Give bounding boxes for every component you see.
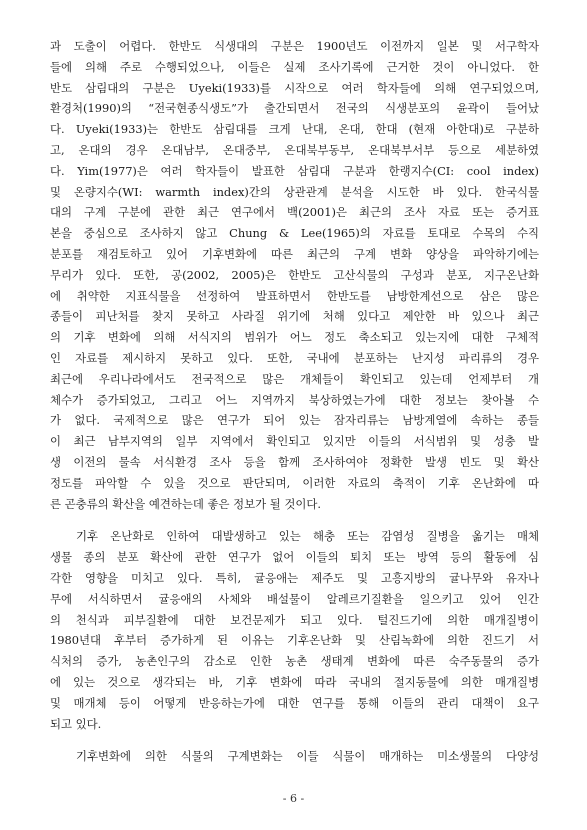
paragraph-gap	[50, 734, 539, 746]
text-line: 정도를 파악할 수 있을 것으로 판단되며, 이러한 자료의 축적이 기후 온난화에 따	[50, 475, 539, 490]
text-line: 가 없다. 국제적으로 많은 연구가 되어 있는 잠자리류는 남방계열에 속하는 종들	[50, 413, 539, 428]
paragraph	[50, 746, 539, 767]
paragraph-gap	[50, 514, 539, 526]
text-line: 고, 온대의 경우 온대남부, 온대중부, 온대북부동부, 온대북부서부 등으로 세분하였	[50, 142, 539, 157]
text-line: 1980년대 후부터 증가하게 된 이유는 기후온난화 및 산림녹화에 의한 진드기 서	[50, 633, 539, 648]
text-line: 생 이전의 물속 서식환경 조사 등을 함께 조사하여야 정확한 발생 빈도 및 확산	[50, 454, 539, 469]
text-line: 대의 구계 구분에 관한 최근 연구에서 백(2001)은 최근의 조사 자료 또는 증거표	[50, 205, 539, 220]
page-number: - 6 -	[282, 792, 305, 805]
text-line: 되고 있다.	[50, 716, 102, 731]
text-line: 의 기후 변화에 의해 서식지의 범위가 어느 정도 축소되고 있는지에 대한 구체적	[50, 330, 539, 345]
text-line: 환경처(1990)의 “전국현종식생도”가 출간되면서 전국의 식생분포의 윤곽이 들어났	[50, 101, 539, 116]
text-line: 의 천식과 피부질환에 대한 보건문제가 되고 있다. 털진드기에 의한 매개질병이	[50, 612, 539, 627]
text-line: 무에 서식하면서 귤응애의 사체와 배설물이 알레르기질환을 일으키고 있어 인간	[50, 591, 539, 606]
text-line: 각한 영향을 미치고 있다. 특히, 귤응애는 제주도 및 고흥지방의 귤나무와 유자나	[50, 570, 539, 585]
text-line: 다. Yim(1977)은 여러 학자들이 발표한 삼림대 구분과 한랭지수(CI: cool index)	[50, 163, 539, 178]
body-text	[50, 36, 539, 767]
text-line: 무리가 있다. 또한, 공(2002, 2005)은 한반도 고산식물의 구성과 분포, 지구온난화	[50, 267, 539, 282]
text-line: 생물 종의 분포 확산에 관한 연구가 없어 이들의 퇴치 또는 방역 등의 활동에 심	[50, 550, 539, 565]
text-line: 및 온량지수(WI: warmth index)간의 상관관계 분석을 시도한 바 있다. 한국식물	[50, 184, 539, 199]
text-line: 들에 의해 주로 수행되었으나, 이들은 실제 조사기록에 근거한 것이 아니었다. 한	[50, 59, 539, 74]
text-line: 과 도출이 어렵다. 한반도 식생대의 구분은 1900년도 이전까지 일본 및 서구학자	[50, 39, 539, 53]
text-line: 및 매개체 등이 어떻게 반응하는가에 대한 연구를 통해 이들의 관리 대책이 요구	[50, 695, 539, 710]
text-line: 이 최근 남부지역의 일부 지역에서 확인되고 있지만 이들의 서식범위 및 성충 발	[50, 434, 539, 449]
text-line: 체수가 증가되었고, 그리고 어느 지역까지 북상하였는가에 대한 정보는 찾아볼 수	[50, 392, 539, 407]
paragraph	[50, 36, 539, 514]
text-line: 반도 삼림대의 구분은 Uyeki(1933)를 시작으로 여러 학자들에 의해 연구되었으며,	[50, 80, 539, 95]
text-line: 에 있는 것으로 생각되는 바, 기후 변화에 따라 국내의 절지동물에 의한 매개질병	[50, 674, 539, 689]
text-line: 른 곤충류의 확산을 예견하는데 좋은 정보가 될 것이다.	[50, 496, 322, 511]
text-line: 분포를 재검토하고 있어 기후변화에 따른 최근의 구계 변화 양상을 파악하기에는	[50, 246, 539, 261]
text-line: 최근에 우리나라에서도 전국적으로 많은 개체들이 확인되고 있는데 언제부터 개	[50, 371, 539, 386]
text-line: 인 자료를 제시하지 못하고 있다. 또한, 국내에 분포하는 난지성 파리류의 경우	[50, 350, 539, 365]
text-line: 기후 온난화로 인하여 대발생하고 있는 해충 또는 감염성 질병을 옮기는 매체	[76, 529, 539, 544]
text-line: 다. Uyeki(1933)는 한반도 삼림대를 크게 난대, 온대, 한대 (현재 아한대)로 구분하	[50, 122, 539, 137]
paragraph	[50, 526, 539, 734]
text-line: 에 취약한 지표식물을 선정하여 발표하면서 한반도를 남방한계선으로 삼은 많은	[50, 288, 539, 303]
text-line: 기후변화에 의한 식물의 구계변화는 이들 식물이 매개하는 미소생물의 다양성	[76, 749, 539, 764]
text-line: 식처의 증가, 농촌인구의 감소로 인한 농촌 생태계 변화에 따른 숙주동물의 증가	[50, 654, 539, 669]
text-line: 종들이 피난처를 찾지 못하고 사라질 위기에 처해 있다고 제안한 바 있으나 최근	[50, 309, 539, 324]
text-line: 본을 중심으로 조사하지 않고 Chung & Lee(1965)의 자료를 토대로 수목의 수직	[50, 226, 539, 241]
